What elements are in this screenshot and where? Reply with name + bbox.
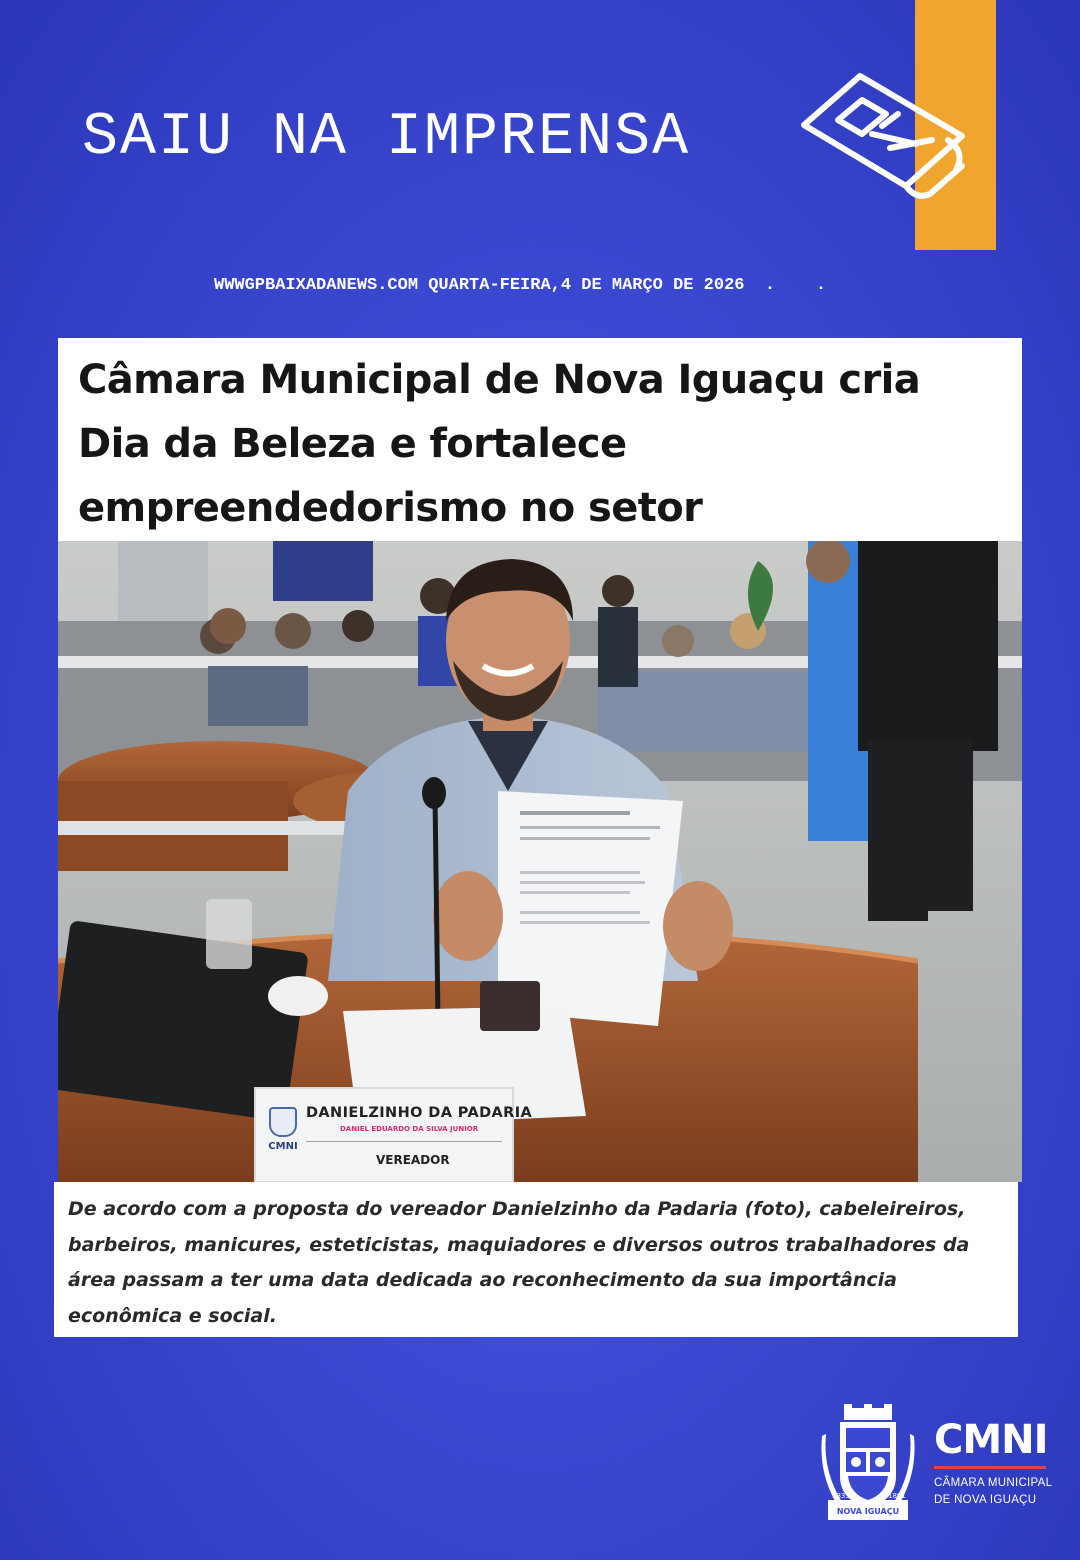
article-photo — [58, 541, 1022, 1182]
photo-caption: De acordo com a proposta do vereador Danielzinho da Padaria (foto), cabeleireiros, barbeiros, manicures, esteticistas, maquiadores e diversos outros trabalhadores da área passam a ter uma data dedicada ao reconhecimento da sua importância econômica e social. — [68, 1198, 970, 1327]
crest-year-left: 1833 — [832, 1492, 850, 1500]
nameplate-name: DANIELZINHO DA PADARIA — [306, 1105, 533, 1121]
nameplate-fullname: DANIEL EDUARDO DA SILVA JUNIOR — [340, 1125, 479, 1133]
nameplate-divider — [306, 1141, 502, 1142]
nameplate-logo-text: CMNI — [268, 1141, 298, 1152]
cmni-logo — [934, 1418, 1054, 1538]
cmni-logo-text: CMNI — [934, 1417, 1048, 1463]
article-headline: Câmara Municipal de Nova Iguaçu cria Dia da Beleza e fortalece empreendedorismo no setor — [78, 357, 921, 531]
nameplate-crest-icon — [269, 1107, 297, 1137]
dateline: WWWGPBAIXADANEWS.COM QUARTA-FEIRA,4 DE MARÇO DE 2026 . . — [214, 276, 827, 295]
cmni-logo-rule — [934, 1466, 1046, 1469]
caption-box — [54, 1182, 1018, 1337]
nameplate — [256, 1089, 533, 1181]
crest-banner: NOVA IGUAÇU — [836, 1507, 900, 1516]
headline-box — [58, 338, 1022, 541]
cmni-logo-line2: DE NOVA IGUAÇU — [934, 1494, 1037, 1506]
nameplate-role: VEREADOR — [376, 1153, 450, 1167]
page-title: SAIU NA IMPRENSA — [82, 104, 691, 172]
cmni-logo-line1: CÂMARA MUNICIPAL — [934, 1477, 1053, 1489]
city-crest-icon — [818, 1404, 918, 1528]
crest-year-right: 1891 — [888, 1492, 906, 1500]
newspaper-icon — [798, 70, 968, 210]
nameplate-logo — [268, 1107, 298, 1167]
